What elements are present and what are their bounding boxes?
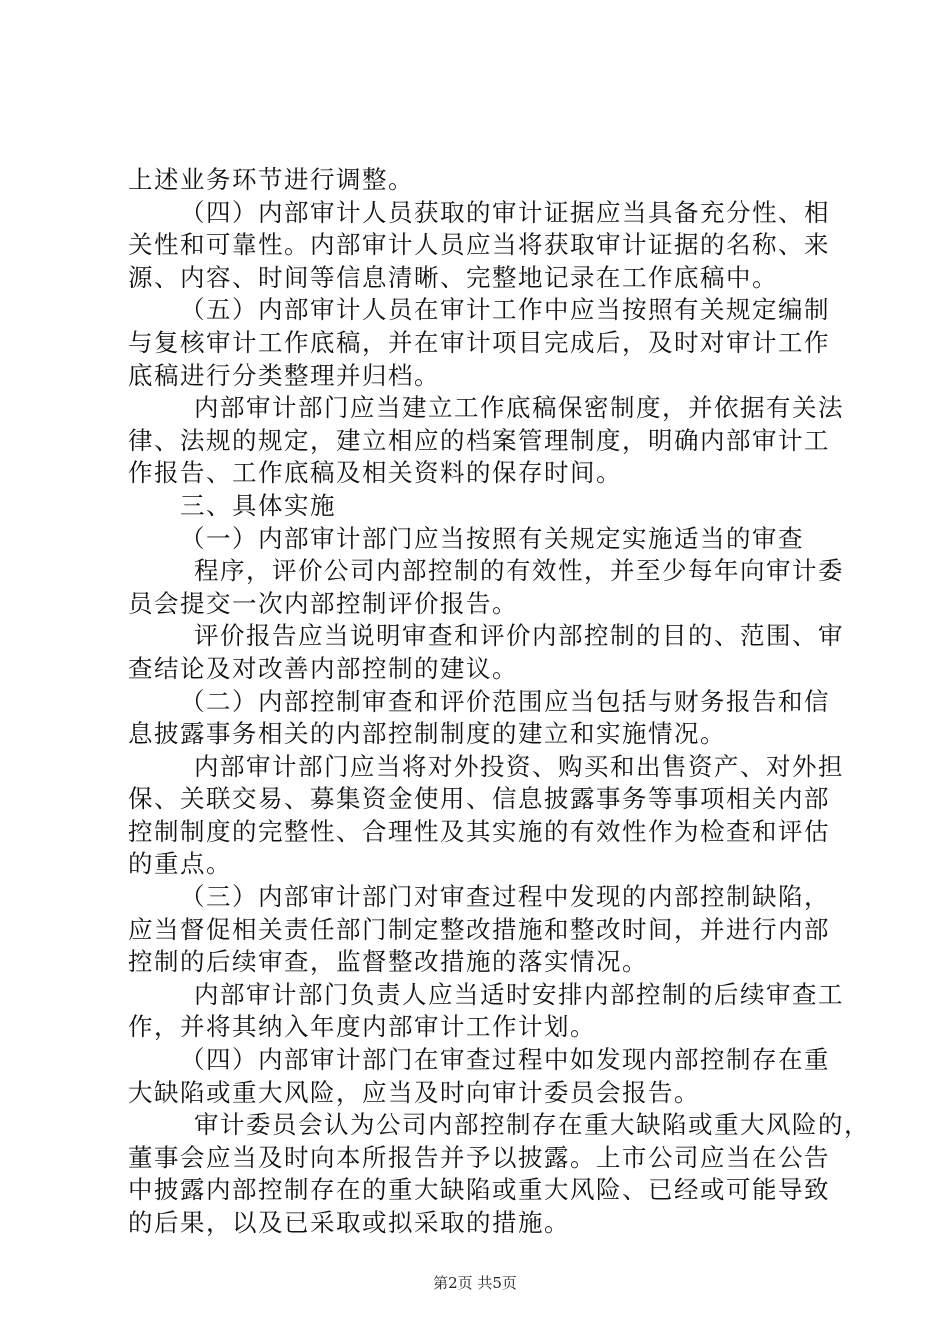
text-line: 控制的后续审查，监督整改措施的落实情况。 xyxy=(128,947,648,977)
text-line: （二）内部控制审查和评价范围应当包括与财务报告和信 xyxy=(180,686,830,716)
text-line: 律、法规的规定，建立相应的档案管理制度，明确内部审计工 xyxy=(128,425,830,455)
text-line: 息披露事务相关的内部控制制度的建立和实施情况。 xyxy=(128,719,726,749)
text-line: 评价报告应当说明审查和评价内部控制的目的、范围、审 xyxy=(194,621,844,651)
text-line: 作报告、工作底稿及相关资料的保存时间。 xyxy=(128,458,622,488)
text-line: （五）内部审计人员在审计工作中应当按照有关规定编制 xyxy=(180,295,830,325)
text-line: 大缺陷或重大风险，应当及时向审计委员会报告。 xyxy=(128,1077,700,1107)
text-line: 与复核审计工作底稿，并在审计项目完成后，及时对审计工作 xyxy=(128,327,830,357)
text-line: 源、内容、时间等信息清晰、完整地记录在工作底稿中。 xyxy=(128,262,778,292)
text-line: （一）内部审计部门应当按照有关规定实施适当的审查 xyxy=(180,523,804,553)
section-heading: 三、具体实施 xyxy=(180,490,336,520)
text-line: 内部审计部门负责人应当适时安排内部控制的后续审查工 xyxy=(194,979,844,1009)
text-line: 员会提交一次内部控制评价报告。 xyxy=(128,588,518,618)
text-line: 上述业务环节进行调整。 xyxy=(128,165,414,194)
text-line: 审计委员会认为公司内部控制存在重大缺陷或重大风险的， xyxy=(194,1110,870,1140)
text-line: 程序，评价公司内部控制的有效性，并至少每年向审计委 xyxy=(194,556,844,586)
text-line: 作，并将其纳入年度内部审计工作计划。 xyxy=(128,1012,596,1042)
text-line: 查结论及对改善内部控制的建议。 xyxy=(128,653,518,683)
page-number-footer: 第2页 共5页 xyxy=(433,1274,517,1292)
text-line: 的后果，以及已采取或拟采取的措施。 xyxy=(128,1208,570,1237)
text-line: 底稿进行分类整理并归档。 xyxy=(128,360,440,390)
text-line: （四）内部审计人员获取的审计证据应当具备充分性、相 xyxy=(180,197,830,227)
text-line: 的重点。 xyxy=(128,849,232,879)
text-line: 应当督促相关责任部门制定整改措施和整改时间，并进行内部 xyxy=(128,914,830,944)
text-line: 董事会应当及时向本所报告并予以披露。上市公司应当在公告 xyxy=(128,1142,830,1172)
text-line: 关性和可靠性。内部审计人员应当将获取审计证据的名称、来 xyxy=(128,230,830,260)
text-line: （三）内部审计部门对审查过程中发现的内部控制缺陷， xyxy=(180,882,830,912)
text-line: 中披露内部控制存在的重大缺陷或重大风险、已经或可能导致 xyxy=(128,1175,830,1205)
text-line: 内部审计部门应当将对外投资、购买和出售资产、对外担 xyxy=(194,751,844,781)
text-line: 内部审计部门应当建立工作底稿保密制度，并依据有关法 xyxy=(194,393,844,423)
text-line: （四）内部审计部门在审查过程中如发现内部控制存在重 xyxy=(180,1045,830,1075)
text-line: 控制制度的完整性、合理性及其实施的有效性作为检查和评估 xyxy=(128,816,830,846)
text-line: 保、关联交易、募集资金使用、信息披露事务等事项相关内部 xyxy=(128,784,830,814)
document-body xyxy=(128,164,870,1240)
